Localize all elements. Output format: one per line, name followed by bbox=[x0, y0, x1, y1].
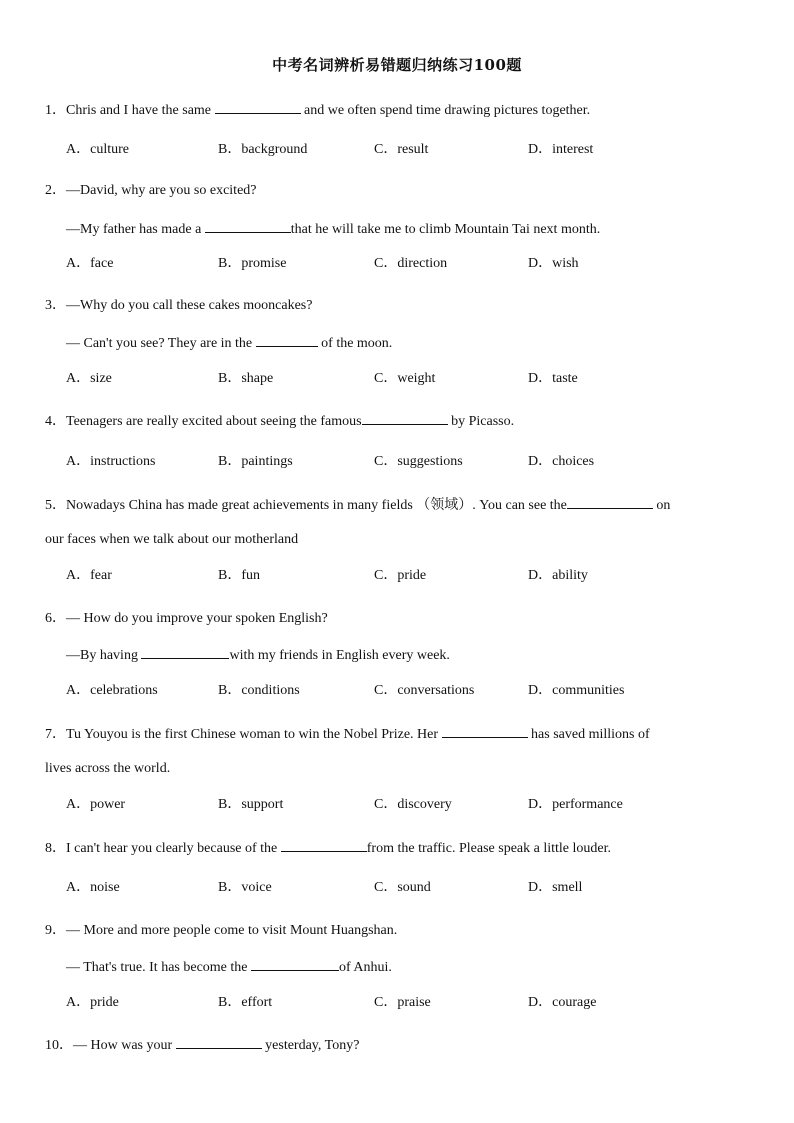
option-c: C．praise bbox=[374, 995, 431, 1010]
option-b: B．voice bbox=[218, 880, 272, 895]
option-d: D．interest bbox=[528, 142, 594, 157]
option-c: C．result bbox=[374, 142, 429, 157]
option-b: B．paintings bbox=[218, 454, 293, 469]
question-number: 7． bbox=[45, 727, 66, 742]
option-d: D．ability bbox=[528, 568, 588, 583]
option-a: A．size bbox=[66, 371, 112, 386]
option-a: A．celebrations bbox=[66, 683, 158, 698]
option-d: D．choices bbox=[528, 454, 595, 469]
option-a: A．culture bbox=[66, 142, 129, 157]
option-a: A．pride bbox=[66, 995, 119, 1010]
question-8: 8．I can't hear you clearly because of the from the traffic. Please speak a little louder. bbox=[45, 838, 611, 858]
option-d: D．communities bbox=[528, 683, 625, 698]
answer-blank bbox=[176, 1035, 262, 1049]
question-10: 10．— How was your yesterday, Tony? bbox=[45, 1035, 359, 1055]
option-d: D．smell bbox=[528, 880, 583, 895]
question-5-line-2: our faces when we talk about our motherland bbox=[45, 532, 299, 547]
question-number: 1． bbox=[45, 103, 66, 118]
answer-blank bbox=[205, 219, 291, 233]
question-7: 7．Tu Youyou is the first Chinese woman to win the Nobel Prize. Her has saved millions of bbox=[45, 724, 650, 744]
page-title: 中考名词辨析易错题归纳练习100题 bbox=[272, 56, 522, 74]
answer-blank bbox=[281, 838, 367, 852]
option-a: A．instructions bbox=[66, 454, 156, 469]
option-d: D．performance bbox=[528, 797, 623, 812]
question-6-line-2: —By having with my friends in English every week. bbox=[66, 645, 450, 665]
option-b: B．support bbox=[218, 797, 284, 812]
option-c: C．sound bbox=[374, 880, 431, 895]
question-number: 2． bbox=[45, 183, 66, 198]
option-b: B．background bbox=[218, 142, 308, 157]
answer-blank bbox=[256, 333, 318, 347]
question-3: 3．—Why do you call these cakes mooncakes? bbox=[45, 298, 313, 313]
option-c: C．discovery bbox=[374, 797, 452, 812]
question-number: 5． bbox=[45, 498, 66, 513]
option-b: B．shape bbox=[218, 371, 274, 386]
option-b: B．promise bbox=[218, 256, 287, 271]
question-6: 6．— How do you improve your spoken English? bbox=[45, 611, 328, 626]
question-number: 6． bbox=[45, 611, 66, 626]
option-d: D．courage bbox=[528, 995, 597, 1010]
question-5: 5．Nowadays China has made great achievements in many fields （领域）. You can see the on bbox=[45, 495, 670, 515]
answer-blank bbox=[442, 724, 528, 738]
option-c: C．suggestions bbox=[374, 454, 463, 469]
question-3-line-2: — Can't you see? They are in the of the moon. bbox=[66, 333, 392, 353]
option-a: A．face bbox=[66, 256, 114, 271]
option-b: B．effort bbox=[218, 995, 273, 1010]
question-number: 9． bbox=[45, 923, 66, 938]
question-9: 9．— More and more people come to visit Mount Huangshan. bbox=[45, 923, 398, 938]
answer-blank bbox=[567, 495, 653, 509]
option-c: C．direction bbox=[374, 256, 448, 271]
option-d: D．taste bbox=[528, 371, 578, 386]
option-a: A．power bbox=[66, 797, 126, 812]
option-c: C．conversations bbox=[374, 683, 475, 698]
option-c: C．pride bbox=[374, 568, 427, 583]
question-1: 1．Chris and I have the same and we often spend time drawing pictures together. bbox=[45, 100, 590, 120]
option-c: C．weight bbox=[374, 371, 436, 386]
answer-blank bbox=[362, 411, 448, 425]
question-number: 8． bbox=[45, 841, 66, 856]
option-b: B．fun bbox=[218, 568, 260, 583]
answer-blank bbox=[215, 100, 301, 114]
question-number: 4． bbox=[45, 414, 66, 429]
question-7-line-2: lives across the world. bbox=[45, 761, 171, 776]
answer-blank bbox=[141, 645, 229, 659]
answer-blank bbox=[251, 957, 339, 971]
question-number: 3． bbox=[45, 298, 66, 313]
option-a: A．fear bbox=[66, 568, 112, 583]
question-2: 2．—David, why are you so excited? bbox=[45, 183, 257, 198]
question-4: 4．Teenagers are really excited about seeing the famous by Picasso. bbox=[45, 411, 514, 431]
option-d: D．wish bbox=[528, 256, 579, 271]
question-number: 10． bbox=[45, 1038, 73, 1053]
question-9-line-2: — That's true. It has become the of Anhui. bbox=[66, 957, 392, 977]
option-b: B．conditions bbox=[218, 683, 300, 698]
option-a: A．noise bbox=[66, 880, 120, 895]
question-2-line-2: —My father has made a that he will take me to climb Mountain Tai next month. bbox=[66, 219, 600, 239]
